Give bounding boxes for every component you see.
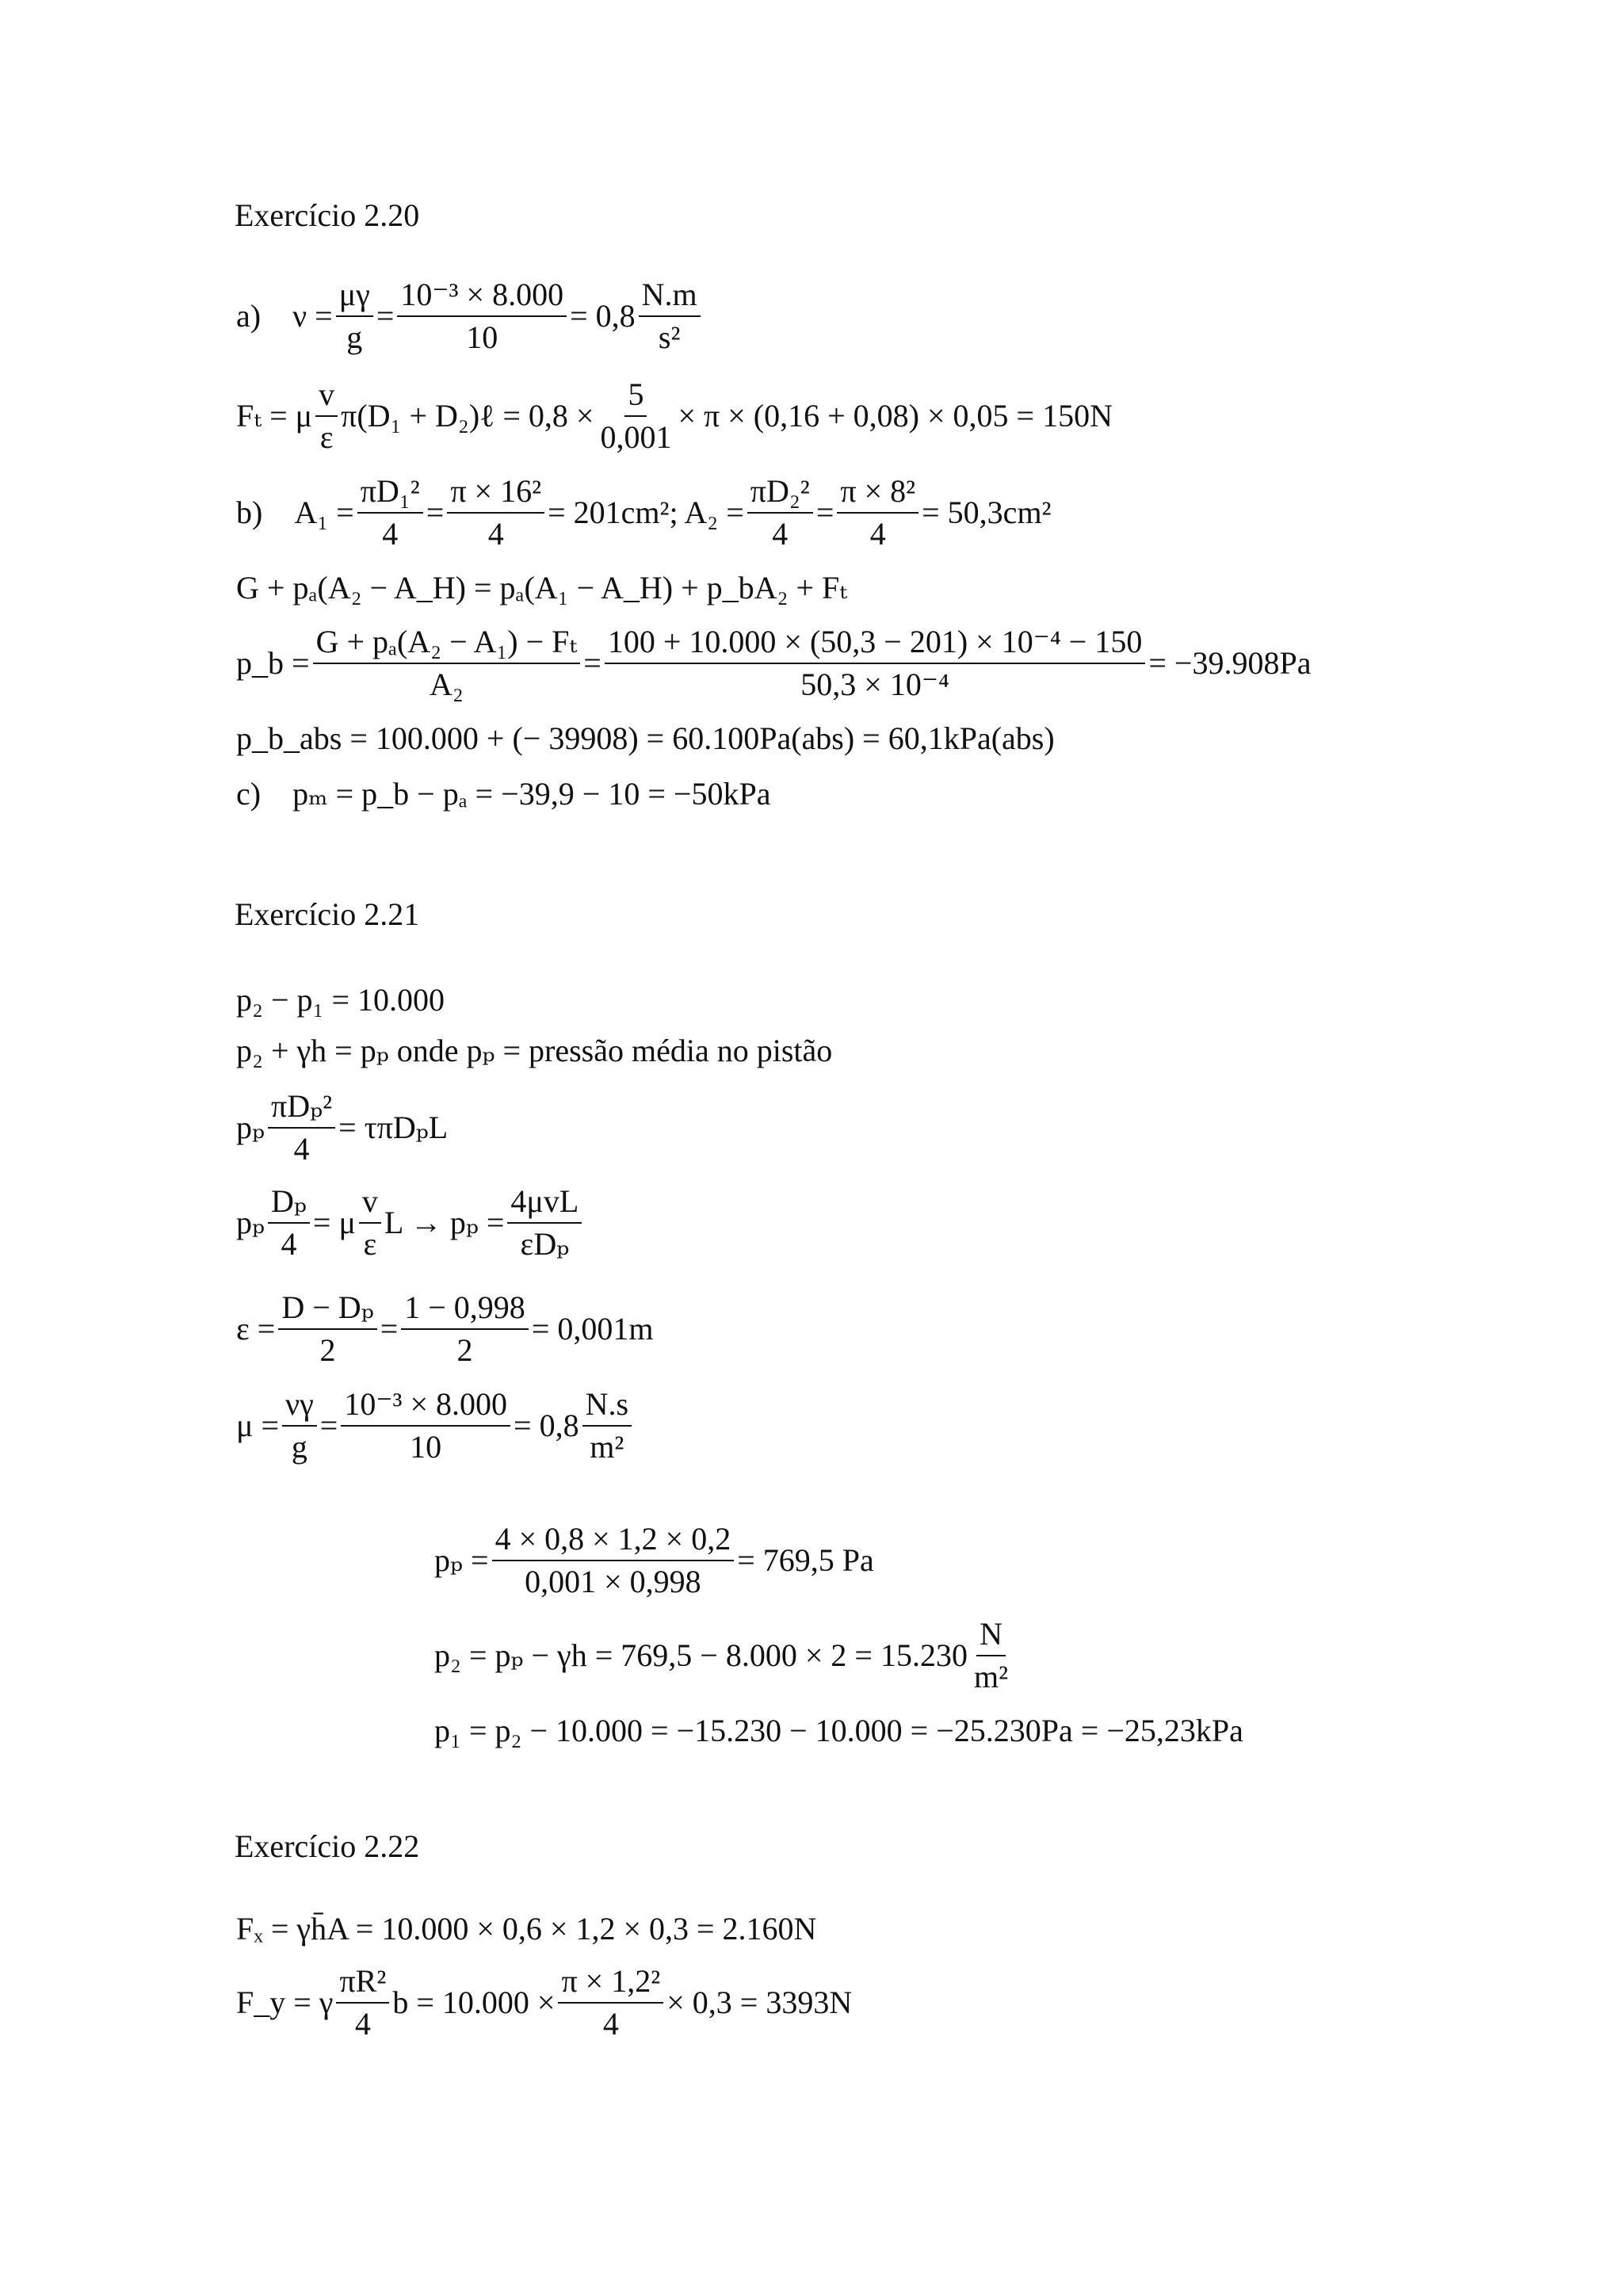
ex221-line-6: μ = $\frac{\nu\gamma}{g}$ = $\frac{\text{10⁻³ × 8.000}}{10}$ = 0,8 $\frac{N.s}{\text{m²}}$: [236, 1389, 635, 1463]
ex220-line-c: c) pₘ = p_b − pₐ = −39,9 − 10 = −50kPa: [236, 776, 771, 812]
ex221-line-4: pₚ $\frac{\text{Dₚ}}{4}$ = μ $\frac{v}{\varepsilon}$ L → pₚ = $\frac{\text{4μvL}}{\text{εDₚ}}$: [236, 1186, 585, 1260]
fraction: $\frac{\text{π × 1,2²}}{4}$: [558, 1966, 663, 2040]
item-label-b: b): [236, 495, 263, 530]
ex222-line-fy: F_y = γ $\frac{\text{πR²}}{4}$ b = 10.000 × $\frac{\text{π × 1,2²}}{4}$ × 0,3 = 3393N: [236, 1963, 853, 2042]
fraction: $\frac{\text{10⁻³ × 8.000}}{10}$: [397, 279, 567, 353]
ex220-line-pb: p_b = $\frac{\text{G + pₐ(A₂ − A₁) − Fₜ}}{\text{A₂}}$ = $\frac{\text{100 + 10.000 × (50,3 − 201) × 10⁻⁴ − 150}}{\text{50,3 × 10⁻⁴}}$ = −39.908Pa: [236, 624, 1312, 702]
exercise-2-20-title: Exercício 2.20: [235, 197, 420, 233]
ex220-line-b-areas: b) A₁ = $\frac{\text{πD₁²}}{4}$ = $\frac{\text{π × 16²}}{4}$ = 201cm²; A₂ = $\frac{\text{πD₂²}}{4}$ = $\frac{\text{π × 8²}}{4}$ = 50,3cm²: [236, 473, 1052, 552]
ex220-line-ft: Fₜ = μ $\frac{v}{\varepsilon}$ π(D₁ + D₂)ℓ = 0,8 × $\frac{5}{0,001}$ × π × (0,16 + 0,08) × 0,05 = 150N: [236, 376, 1113, 455]
fraction: $\frac{\text{πD₁²}}{4}$: [357, 476, 423, 550]
fraction: $\frac{N.s}{\text{m²}}$: [582, 1389, 632, 1463]
item-label-a: a): [236, 298, 262, 334]
ex222-line-fx: Fₓ = γh̄A = 10.000 × 0,6 × 1,2 × 0,3 = 2.160N: [236, 1911, 817, 1946]
fraction: $\frac{\text{100 + 10.000 × (50,3 − 201) × 10⁻⁴ − 150}}{\text{50,3 × 10⁻⁴}}$: [605, 626, 1146, 701]
fraction: $\frac{\text{G + pₐ(A₂ − A₁) − Fₜ}}{\text{A₂}}$: [313, 626, 581, 701]
ex220-force-balance: G + pₐ(A₂ − A_H) = pₐ(A₁ − A_H) + p_bA₂ + Fₜ: [236, 570, 848, 606]
exercise-2-22-title: Exercício 2.22: [235, 1828, 420, 1864]
fraction: $\frac{\text{Dₚ}}{4}$: [268, 1186, 310, 1260]
ex220-pb-abs: p_b_abs = 100.000 + (− 39908) = 60.100Pa(abs) = 60,1kPa(abs): [236, 720, 1055, 756]
fraction: $\frac{v}{\varepsilon}$: [359, 1186, 381, 1260]
fraction: $\frac{\text{π × 8²}}{4}$: [837, 476, 918, 550]
fraction: $\frac{N}{\text{m²}}$: [973, 1616, 1009, 1694]
fraction: $\frac{v}{\varepsilon}$: [315, 379, 338, 453]
fraction: $\frac{\text{πR²}}{4}$: [336, 1966, 389, 2040]
ex221-line-9: p₁ = p₂ − 10.000 = −15.230 − 10.000 = −25.230Pa = −25,23kPa: [434, 1713, 1243, 1748]
ex221-line-2: p₂ + γh = pₚ onde pₚ = pressão média no pistão: [236, 1033, 833, 1068]
ex221-line-1: p₂ − p₁ = 10.000: [236, 982, 445, 1018]
fraction: $\frac{\text{πDₚ²}}{4}$: [268, 1091, 335, 1165]
ex221-line-3: pₚ $\frac{\text{πDₚ²}}{4}$ = τπDₚL: [236, 1088, 449, 1167]
ex221-line-5: ε = $\frac{\text{D − Dₚ}}{2}$ = $\frac{1 - 0,998}{2}$ = 0,001m: [236, 1289, 654, 1368]
fraction: $\frac{\text{π × 16²}}{4}$: [447, 476, 544, 550]
fraction: $\frac{N.m}{\text{s²}}$: [639, 279, 701, 353]
exercise-2-21-title: Exercício 2.21: [235, 896, 420, 932]
fraction: $\frac{4 \times 0,8 \times 1,2 \times 0,2}{0,001 \times 0,998}$: [492, 1523, 735, 1598]
fraction: $\frac{\text{4μvL}}{\text{εDₚ}}$: [507, 1186, 582, 1260]
ex220-line-a-nu: a) ν = $\frac{\mu\gamma}{g}$ = $\frac{\text{10⁻³ × 8.000}}{10}$ = 0,8 $\frac{N.m}{\text{s²}}$: [236, 279, 704, 353]
fraction: $\frac{\nu\gamma}{g}$: [282, 1389, 317, 1463]
item-label-c: c): [236, 776, 262, 812]
fraction: $\frac{\text{10⁻³ × 8.000}}{10}$: [341, 1389, 510, 1463]
fraction: $\frac{\text{D − Dₚ}}{2}$: [278, 1292, 376, 1366]
fraction: $\frac{\text{πD₂²}}{4}$: [747, 476, 813, 550]
ex221-line-8: p₂ = pₚ − γh = 769,5 − 8.000 × 2 = 15.230 $\frac{N}{\text{m²}}$: [434, 1618, 1014, 1693]
fraction: $\frac{\mu\gamma}{g}$: [336, 279, 373, 353]
fraction: $\frac{1 - 0,998}{2}$: [401, 1292, 529, 1366]
nu-lhs: ν =: [292, 298, 333, 334]
ex221-line-7: pₚ = $\frac{4 \times 0,8 \times 1,2 \times 0,2}{0,001 \times 0,998}$ = 769,5 Pa: [434, 1521, 874, 1599]
fraction: $\frac{5}{0,001}$: [600, 376, 672, 455]
